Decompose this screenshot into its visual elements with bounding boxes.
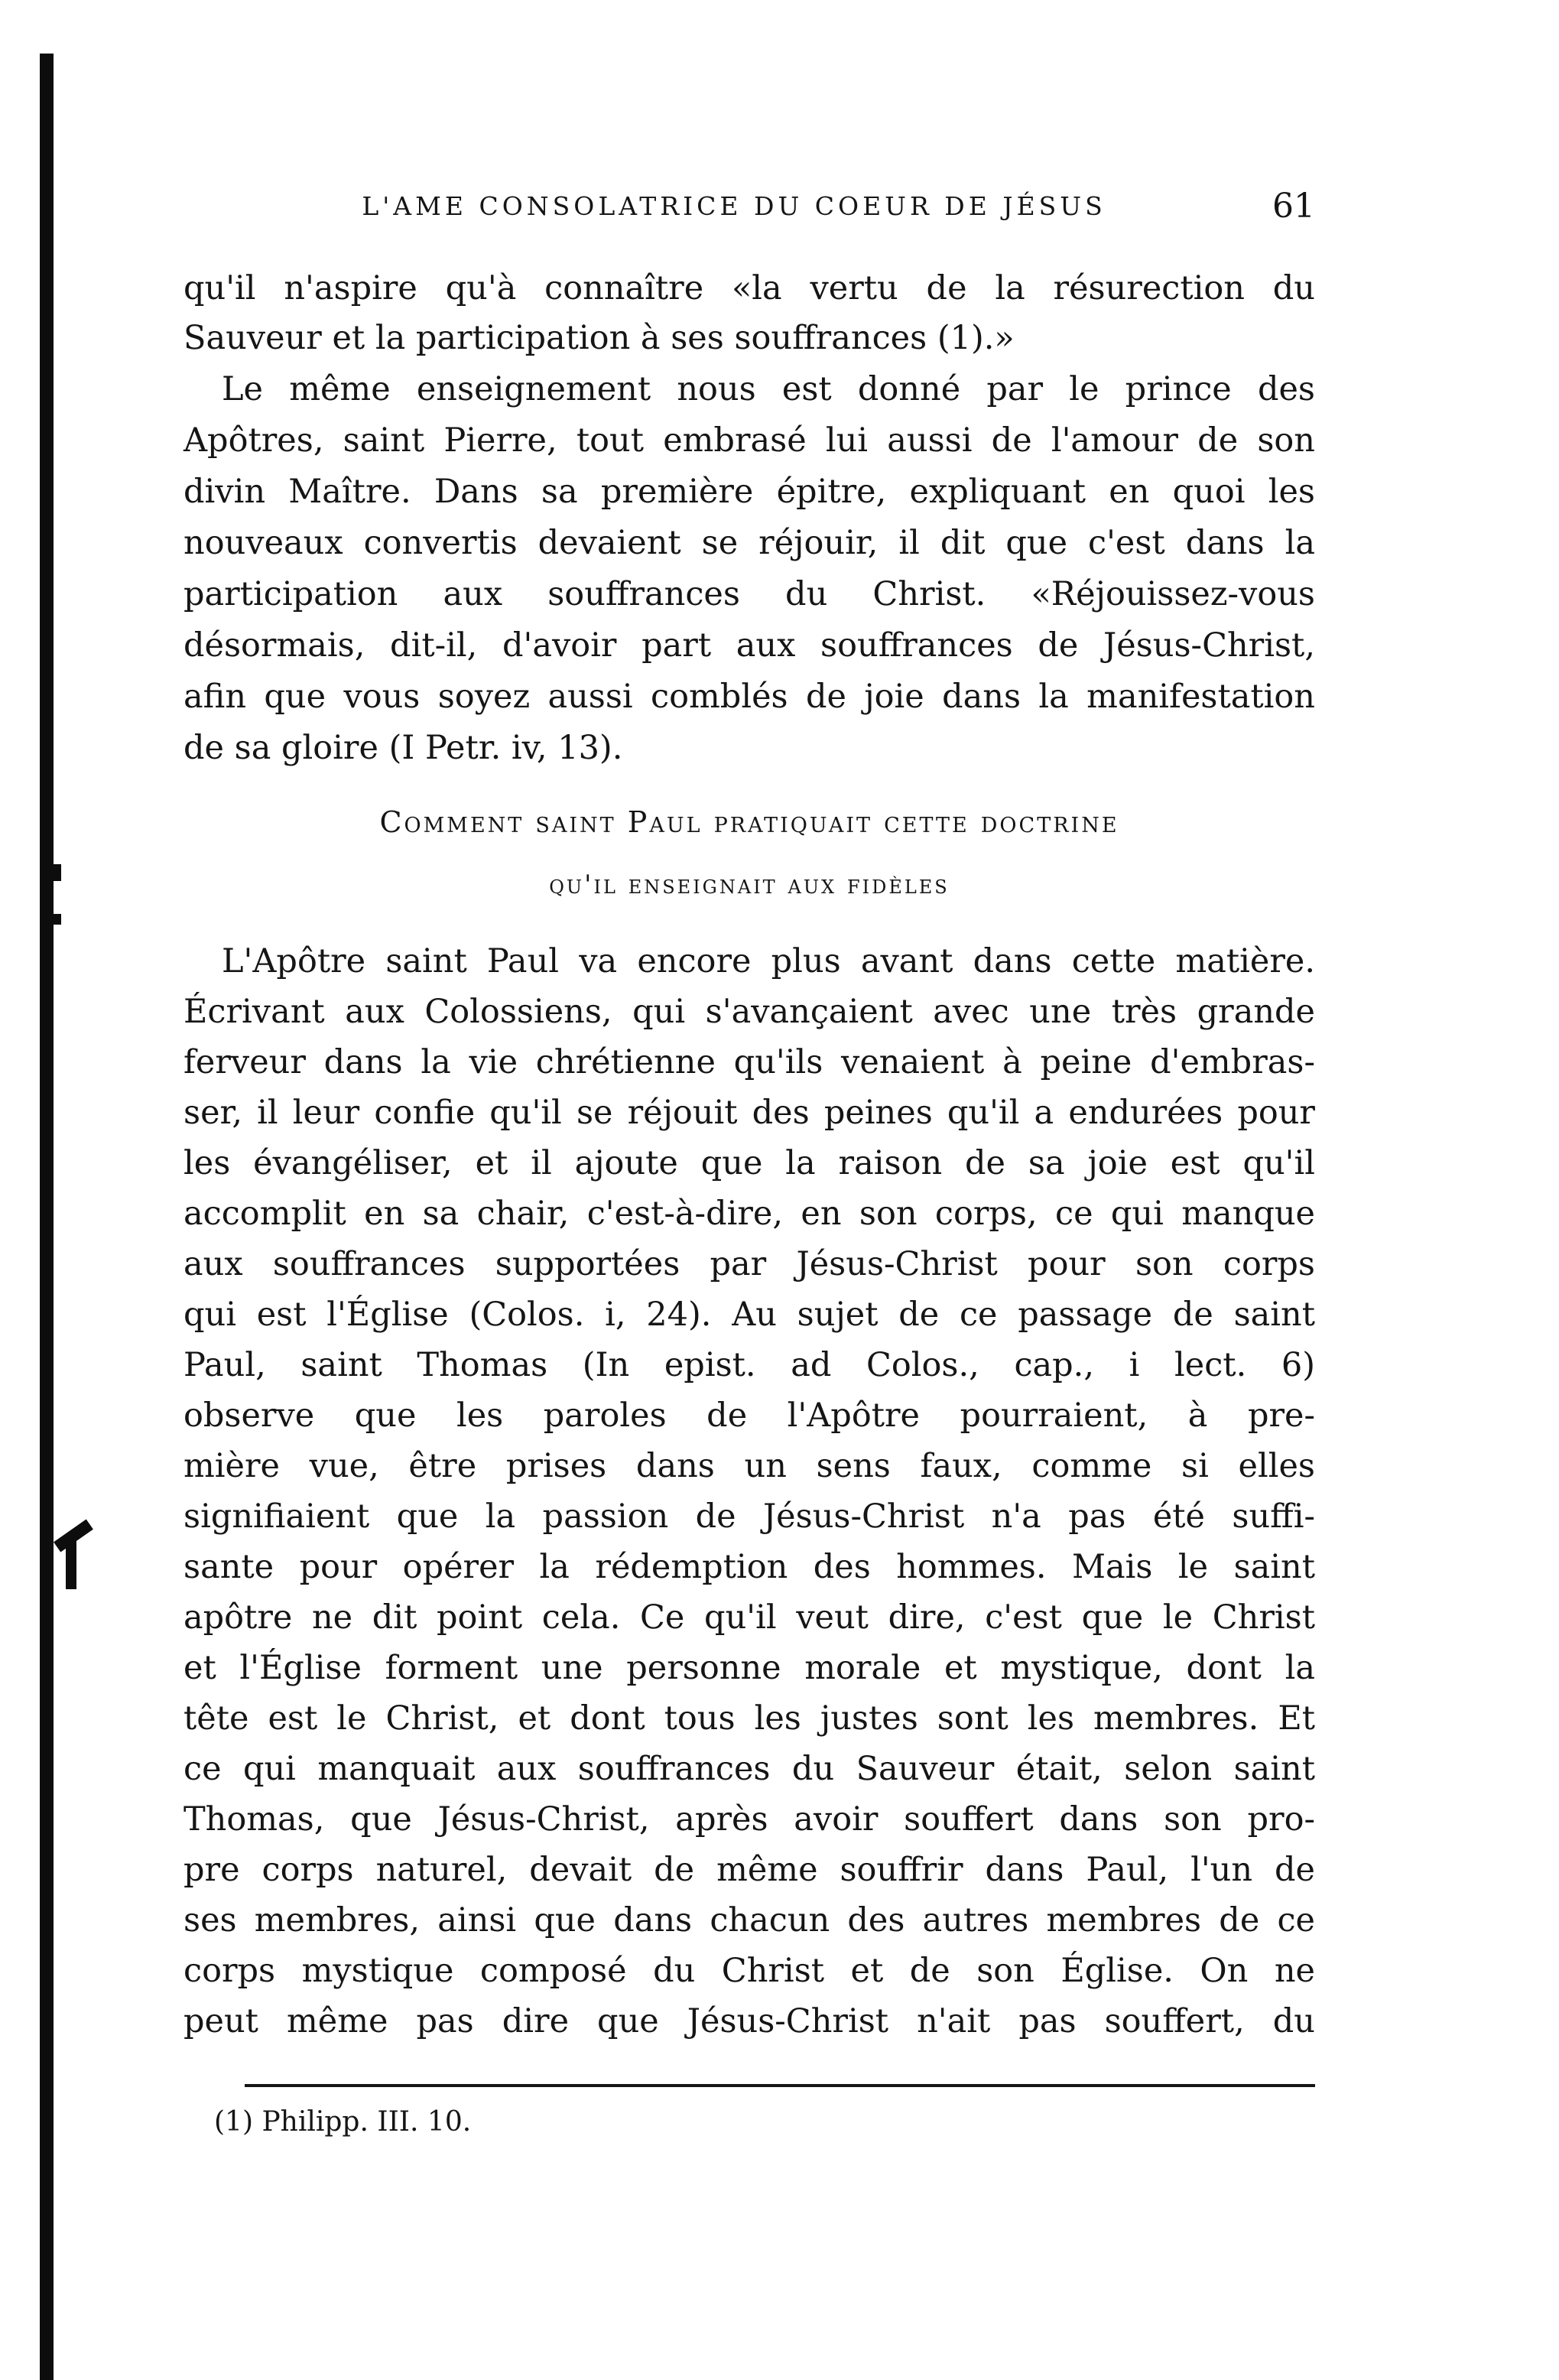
text-line: signifiaient que la passion de Jésus-Christ n'a pas été suffi- <box>184 1497 1315 1536</box>
text-line: peut même pas dire que Jésus-Christ n'ait pas souffert, du <box>184 2002 1315 2040</box>
scan-edge-mark <box>50 864 61 881</box>
section-heading: Comment saint Paul pratiquait cette doctrine <box>379 805 1119 839</box>
text-line: divin Maître. Dans sa première épitre, expliquant en quoi les <box>184 473 1315 511</box>
text-line: ser, il leur confie qu'il se réjouit des peines qu'il a endurées pour <box>184 1094 1315 1132</box>
text-line: apôtre ne dit point cela. Ce qu'il veut dire, c'est que le Christ <box>184 1598 1315 1637</box>
text-line: qu'il n'aspire qu'à connaître «la vertu de la résurection du <box>184 269 1315 307</box>
book-page <box>184 0 1315 2380</box>
text-line: sante pour opérer la rédemption des hommes. Mais le saint <box>184 1548 1315 1586</box>
text-line: Paul, saint Thomas (In epist. ad Colos., cap., i lect. 6) <box>184 1346 1315 1384</box>
text-line: Écrivant aux Colossiens, qui s'avançaient avec une très grande <box>184 993 1315 1031</box>
scan-edge-mark <box>66 1536 76 1589</box>
footnote: (1) Philipp. III. 10. <box>214 2106 472 2138</box>
text-line: tête est le Christ, et dont tous les justes sont les membres. Et <box>184 1699 1315 1738</box>
text-line: aux souffrances supportées par Jésus-Christ pour son corps <box>184 1245 1315 1283</box>
running-head <box>184 184 1315 229</box>
footnote-rule <box>245 2084 1315 2087</box>
text-line: qui est l'Église (Colos. i, 24). Au sujet de ce passage de saint <box>184 1296 1315 1334</box>
text-line: ce qui manquait aux souffrances du Sauveur était, selon saint <box>184 1750 1315 1788</box>
text-line: pre corps naturel, devait de même souffrir dans Paul, l'un de <box>184 1851 1315 1889</box>
text-line: nouveaux convertis devaient se réjouir, il dit que c'est dans la <box>184 524 1315 562</box>
scan-edge-mark <box>50 914 61 925</box>
text-line: Le même enseignement nous est donné par le prince des <box>222 370 1315 408</box>
section-heading: qu'il enseignait aux fidèles <box>549 870 950 900</box>
running-title: L'AME CONSOLATRICE DU COEUR DE JÉSUS <box>362 191 1106 221</box>
text-line: Thomas, que Jésus-Christ, après avoir souffert dans son pro- <box>184 1800 1315 1839</box>
text-line: afin que vous soyez aussi comblés de joie dans la manifestation <box>184 678 1315 716</box>
text-line: ses membres, ainsi que dans chacun des autres membres de ce <box>184 1901 1315 1939</box>
text-line: Sauveur et la participation à ses souffrances (1).» <box>184 319 1015 357</box>
scan-page-edge <box>40 54 54 2380</box>
text-line: mière vue, être prises dans un sens faux, comme si elles <box>184 1447 1315 1485</box>
text-line: observe que les paroles de l'Apôtre pourraient, à pre- <box>184 1396 1315 1435</box>
text-line: participation aux souffrances du Christ. «Réjouissez-vous <box>184 575 1315 613</box>
text-line: ferveur dans la vie chrétienne qu'ils venaient à peine d'embras- <box>184 1043 1315 1081</box>
text-line: désormais, dit-il, d'avoir part aux souffrances de Jésus-Christ, <box>184 626 1315 665</box>
text-line: corps mystique composé du Christ et de son Église. On ne <box>184 1952 1315 1990</box>
text-line: et l'Église forment une personne morale et mystique, dont la <box>184 1649 1315 1687</box>
text-line: Apôtres, saint Pierre, tout embrasé lui aussi de l'amour de son <box>184 421 1315 460</box>
page-number: 61 <box>1272 187 1315 226</box>
text-line: les évangéliser, et il ajoute que la raison de sa joie est qu'il <box>184 1144 1315 1182</box>
text-line: accomplit en sa chair, c'est-à-dire, en son corps, ce qui manque <box>184 1195 1315 1233</box>
text-line: de sa gloire (I Petr. iv, 13). <box>184 729 623 767</box>
text-line: L'Apôtre saint Paul va encore plus avant dans cette matière. <box>222 942 1315 980</box>
